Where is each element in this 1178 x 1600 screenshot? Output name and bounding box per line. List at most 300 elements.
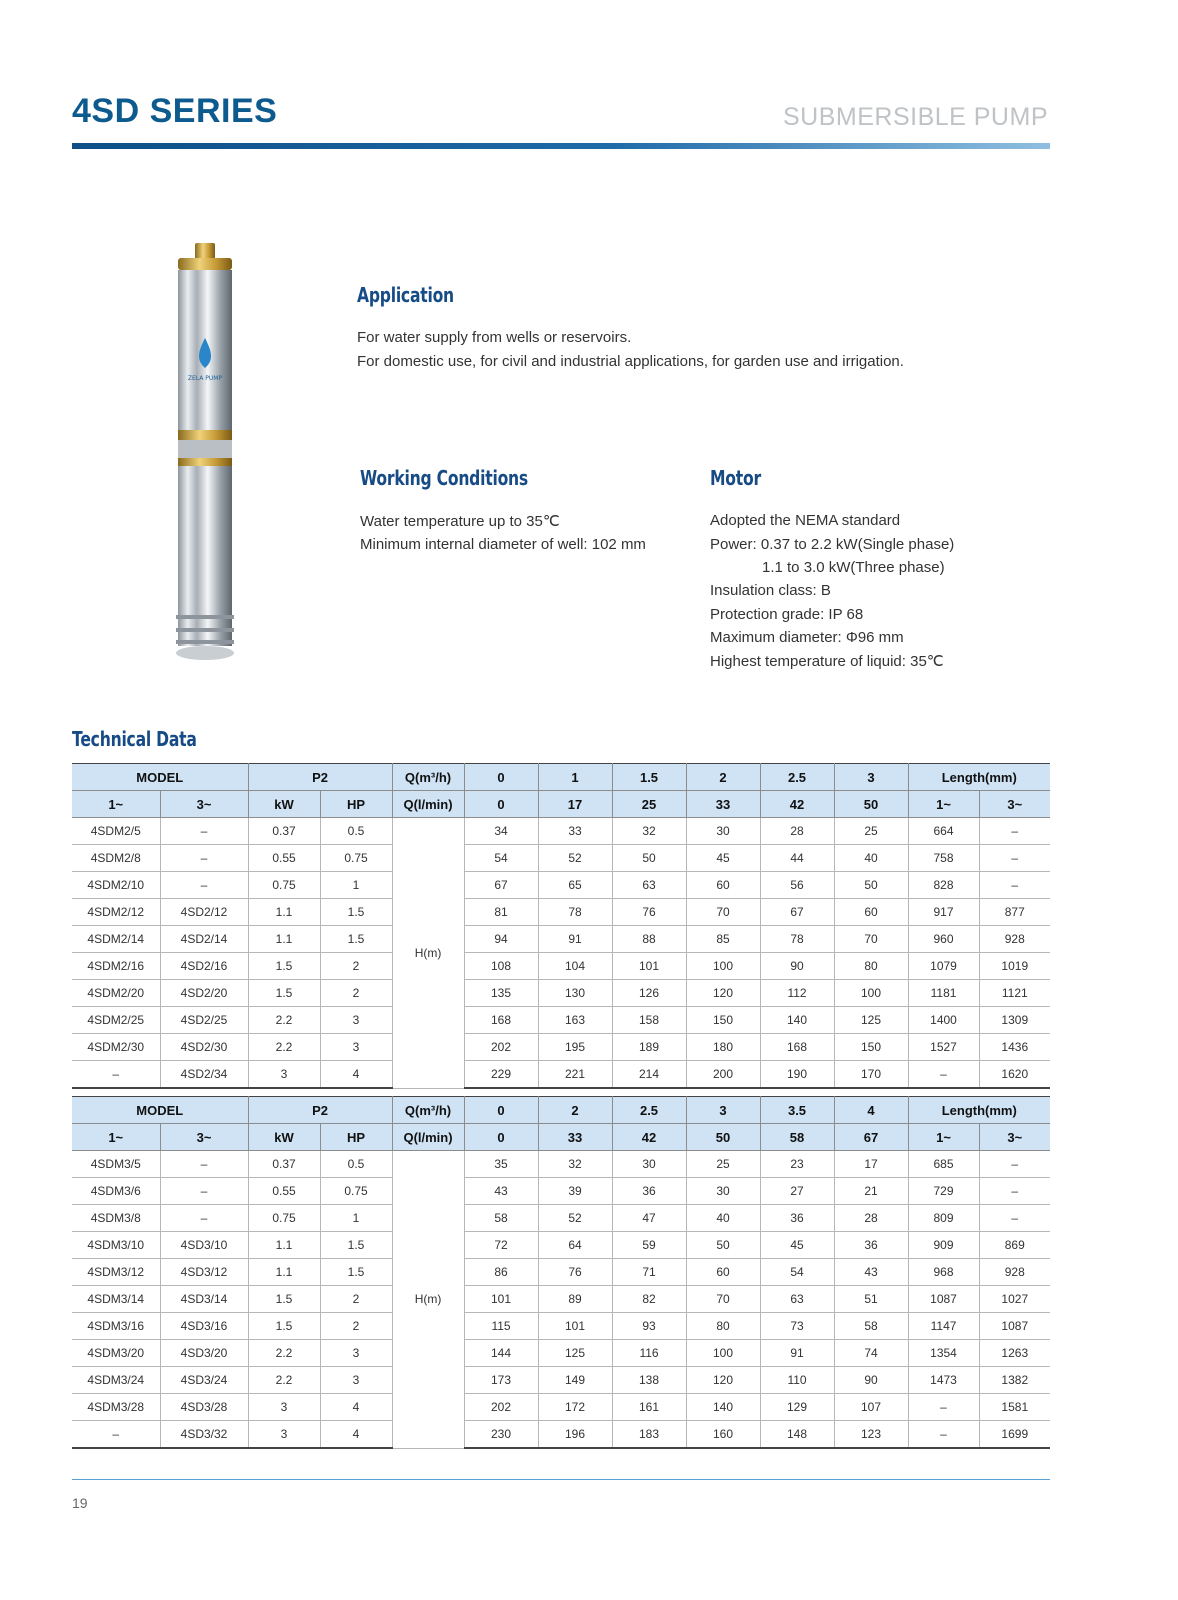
column-header: Q(l/min) [392,1124,464,1151]
working-conditions-heading: Working Conditions [360,466,528,490]
table-cell: 110 [760,1367,834,1394]
table-cell: 54 [760,1259,834,1286]
table-cell: 1354 [908,1340,979,1367]
table-cell: 64 [538,1232,612,1259]
table-cell: 70 [686,1286,760,1313]
table-cell: 43 [834,1259,908,1286]
table-cell: 4SDM3/24 [72,1367,160,1394]
column-header: kW [248,791,320,818]
application-line: For water supply from wells or reservoirs. [357,329,632,346]
column-header: 1~ [72,1124,160,1151]
table-cell: 74 [834,1340,908,1367]
table-cell: 4SD2/20 [160,980,248,1007]
column-header: 3~ [979,791,1050,818]
table-cell: 4SDM2/30 [72,1034,160,1061]
table-cell: – [72,1421,160,1449]
table-cell: 94 [464,926,538,953]
table-row [72,1232,1050,1259]
table-cell: 27 [760,1178,834,1205]
table-cell: 2.2 [248,1034,320,1061]
column-header: 50 [686,1124,760,1151]
table-cell: 230 [464,1421,538,1449]
table-cell: 4SDM3/5 [72,1151,160,1178]
table-cell: 4SD2/12 [160,899,248,926]
table-cell: 25 [686,1151,760,1178]
table-cell: 4SD2/34 [160,1061,248,1089]
table-cell: 54 [464,845,538,872]
motor-heading: Motor [710,466,761,490]
table-cell: 180 [686,1034,760,1061]
table-cell: 1.5 [248,1286,320,1313]
column-header: Q(m³/h) [392,764,464,791]
table-cell: 126 [612,980,686,1007]
table-cell: 129 [760,1394,834,1421]
technical-data-heading: Technical Data [72,727,197,751]
table-cell: 91 [760,1340,834,1367]
table-cell: 869 [979,1232,1050,1259]
technical-table-3 [72,1096,1050,1449]
table-cell: 101 [464,1286,538,1313]
table-cell: 140 [760,1007,834,1034]
table-cell: 4SD2/16 [160,953,248,980]
table-cell: 1079 [908,953,979,980]
table-cell: – [908,1394,979,1421]
table-cell: 67 [760,899,834,926]
table-cell: 107 [834,1394,908,1421]
table-cell: 51 [834,1286,908,1313]
table-cell: 1.5 [320,1259,392,1286]
table-cell: 0.5 [320,1151,392,1178]
table-cell: 0.75 [320,1178,392,1205]
table-cell: 758 [908,845,979,872]
working-conditions-line: Minimum internal diameter of well: 102 mm [360,536,646,553]
table-row [72,1340,1050,1367]
table-row [72,1178,1050,1205]
table-cell: 21 [834,1178,908,1205]
table-cell: 50 [686,1232,760,1259]
table-cell: 4SDM2/20 [72,980,160,1007]
table-row [72,1034,1050,1061]
table-cell: 2.2 [248,1340,320,1367]
table-cell: 190 [760,1061,834,1089]
table-cell: 28 [760,818,834,845]
table-cell: 78 [760,926,834,953]
table-cell: 172 [538,1394,612,1421]
table-cell: 3 [248,1394,320,1421]
table-cell: 183 [612,1421,686,1449]
header-rule [72,143,1050,149]
table-cell: 1.1 [248,899,320,926]
table-cell: 40 [686,1205,760,1232]
table-cell: 685 [908,1151,979,1178]
table-cell: 968 [908,1259,979,1286]
table-cell: – [979,1151,1050,1178]
column-header: 33 [538,1124,612,1151]
table-cell: 4SD2/25 [160,1007,248,1034]
table-cell: 81 [464,899,538,926]
table-cell: 4SDM3/16 [72,1313,160,1340]
table-cell: 4SDM2/8 [72,845,160,872]
motor-line: 1.1 to 3.0 kW(Three phase) [762,559,945,576]
column-header: 1~ [72,791,160,818]
column-header: 67 [834,1124,908,1151]
column-header: 0 [464,764,538,791]
table-cell: 58 [464,1205,538,1232]
table-cell: 148 [760,1421,834,1449]
table-cell: 33 [538,818,612,845]
column-header: 2.5 [612,1097,686,1124]
table-cell: 70 [834,926,908,953]
table-cell: 0.55 [248,845,320,872]
table-cell: 60 [834,899,908,926]
table-cell: 90 [760,953,834,980]
column-header: 25 [612,791,686,818]
table-cell: – [979,845,1050,872]
column-header: HP [320,1124,392,1151]
table-cell: 4SD3/28 [160,1394,248,1421]
column-header: 3~ [160,1124,248,1151]
table-cell: 4 [320,1421,392,1449]
table-cell: – [979,818,1050,845]
table-cell: 4SD3/10 [160,1232,248,1259]
table-cell: – [160,1151,248,1178]
table-cell: 1.5 [248,980,320,1007]
motor-line: Highest temperature of liquid: 35℃ [710,653,944,670]
table-cell: – [72,1061,160,1089]
table-row [72,872,1050,899]
table-cell: 1382 [979,1367,1050,1394]
column-header: 1 [538,764,612,791]
table-cell: 4 [320,1394,392,1421]
table-row [72,1205,1050,1232]
column-header: 42 [612,1124,686,1151]
table-cell: 0.37 [248,818,320,845]
table-cell: 76 [538,1259,612,1286]
table-cell: 138 [612,1367,686,1394]
column-header: P2 [248,1097,392,1124]
table-row [72,1394,1050,1421]
table-cell: 877 [979,899,1050,926]
table-cell: 4SDM2/10 [72,872,160,899]
table-cell: 1.5 [320,899,392,926]
table-cell: 58 [834,1313,908,1340]
table-cell: 928 [979,926,1050,953]
table-cell: 4SDM2/12 [72,899,160,926]
table-cell: 50 [834,872,908,899]
table-header-row [72,1124,1050,1151]
table-cell: 1 [320,872,392,899]
table-cell: 4SDM3/8 [72,1205,160,1232]
table-row [72,953,1050,980]
table-cell: 4SDM2/5 [72,818,160,845]
column-header: Q(m³/h) [392,1097,464,1124]
table-cell: 4SDM3/10 [72,1232,160,1259]
table-row [72,926,1050,953]
table-cell: 1.5 [248,953,320,980]
column-header: 58 [760,1124,834,1151]
table-cell: 3 [248,1421,320,1449]
table-cell: 80 [686,1313,760,1340]
table-cell: 202 [464,1394,538,1421]
table-cell: 56 [760,872,834,899]
table-cell: 73 [760,1313,834,1340]
table-cell: 3 [320,1367,392,1394]
table-row [72,845,1050,872]
table-cell: – [160,1178,248,1205]
table-cell: 78 [538,899,612,926]
technical-table-2 [72,763,1050,1089]
table-cell: – [160,1205,248,1232]
column-header: 1.5 [612,764,686,791]
column-header: 0 [464,1097,538,1124]
working-conditions-line: Water temperature up to 35℃ [360,513,560,530]
table-cell: 23 [760,1151,834,1178]
table-cell: 1.5 [320,1232,392,1259]
table-cell: 120 [686,980,760,1007]
table-row [72,1286,1050,1313]
table-cell: 189 [612,1034,686,1061]
column-header: Q(l/min) [392,791,464,818]
table-cell: 35 [464,1151,538,1178]
table-cell: 1581 [979,1394,1050,1421]
table-cell: 4SD2/30 [160,1034,248,1061]
column-header: 33 [686,791,760,818]
table-cell: 195 [538,1034,612,1061]
table-cell: 1147 [908,1313,979,1340]
table-cell: 104 [538,953,612,980]
table-cell: 3 [320,1340,392,1367]
table-header-row [72,791,1050,818]
table-row [72,818,1050,845]
table-row [72,1313,1050,1340]
column-header: HP [320,791,392,818]
table-cell: 1 [320,1205,392,1232]
table-cell: 917 [908,899,979,926]
column-header: 2 [538,1097,612,1124]
motor-line: Insulation class: B [710,582,831,599]
table-cell: 80 [834,953,908,980]
table-cell: 161 [612,1394,686,1421]
table-row [72,980,1050,1007]
table-cell: 90 [834,1367,908,1394]
table-cell: 59 [612,1232,686,1259]
table-cell: 140 [686,1394,760,1421]
table-cell: 0.75 [320,845,392,872]
table-cell: – [979,872,1050,899]
table-cell: 1309 [979,1007,1050,1034]
table-cell: 1620 [979,1061,1050,1089]
table-cell: 70 [686,899,760,926]
table-cell: 36 [612,1178,686,1205]
table-cell: 36 [834,1232,908,1259]
table-cell: 1699 [979,1421,1050,1449]
table-cell: 125 [834,1007,908,1034]
column-header: 17 [538,791,612,818]
table-cell: 28 [834,1205,908,1232]
table-cell: – [160,845,248,872]
table-cell: 3 [320,1007,392,1034]
table-cell: 93 [612,1313,686,1340]
table-cell: 36 [760,1205,834,1232]
table-header-row [72,1097,1050,1124]
table-cell: 52 [538,845,612,872]
table-cell: 115 [464,1313,538,1340]
table-cell: 76 [612,899,686,926]
table-cell: 168 [464,1007,538,1034]
table-cell: 100 [686,1340,760,1367]
table-cell: 4SDM2/25 [72,1007,160,1034]
head-label-cell: H(m) [392,1151,464,1449]
table-cell: 67 [464,872,538,899]
table-row [72,1259,1050,1286]
table-cell: 0.37 [248,1151,320,1178]
column-header: 1~ [908,1124,979,1151]
column-header: Length(mm) [908,764,1050,791]
table-cell: 85 [686,926,760,953]
table-cell: 828 [908,872,979,899]
pump-image [170,240,240,670]
table-cell: 63 [760,1286,834,1313]
table-cell: 202 [464,1034,538,1061]
table-cell: 1.1 [248,926,320,953]
table-cell: 214 [612,1061,686,1089]
table-cell: 163 [538,1007,612,1034]
table-cell: 3 [248,1061,320,1089]
column-header: 3 [686,1097,760,1124]
table-cell: – [160,818,248,845]
table-cell: 0.5 [320,818,392,845]
table-cell: 43 [464,1178,538,1205]
table-cell: 32 [538,1151,612,1178]
table-cell: 200 [686,1061,760,1089]
table-cell: 71 [612,1259,686,1286]
table-cell: 221 [538,1061,612,1089]
table-cell: 4SDM3/14 [72,1286,160,1313]
table-cell: 1087 [908,1286,979,1313]
table-cell: 1.5 [320,926,392,953]
table-cell: 928 [979,1259,1050,1286]
page-number: 19 [72,1495,88,1511]
motor-line: Maximum diameter: Φ96 mm [710,629,904,646]
table-cell: 25 [834,818,908,845]
table-cell: 17 [834,1151,908,1178]
table-cell: 3 [320,1034,392,1061]
table-cell: 1473 [908,1367,979,1394]
column-header: MODEL [72,1097,248,1124]
table-cell: 101 [538,1313,612,1340]
table-cell: 4SDM3/28 [72,1394,160,1421]
table-cell: 44 [760,845,834,872]
motor-line: Power: 0.37 to 2.2 kW(Single phase) [710,536,955,553]
table-cell: 729 [908,1178,979,1205]
column-header: 3~ [979,1124,1050,1151]
column-header: 1~ [908,791,979,818]
table-cell: 4SDM3/12 [72,1259,160,1286]
table-cell: 1400 [908,1007,979,1034]
table-cell: 2 [320,980,392,1007]
table-cell: 123 [834,1421,908,1449]
column-header: 3 [834,764,908,791]
column-header: 4 [834,1097,908,1124]
column-header: 0 [464,1124,538,1151]
head-label-cell: H(m) [392,818,464,1089]
table-cell: 909 [908,1232,979,1259]
table-cell: 4 [320,1061,392,1089]
table-cell: 50 [612,845,686,872]
table-cell: 32 [612,818,686,845]
column-header: kW [248,1124,320,1151]
table-cell: 100 [686,953,760,980]
table-cell: – [979,1178,1050,1205]
table-cell: 4SD3/12 [160,1259,248,1286]
table-cell: 91 [538,926,612,953]
table-cell: 1181 [908,980,979,1007]
application-heading: Application [357,283,454,307]
table-cell: 82 [612,1286,686,1313]
motor-line: Protection grade: IP 68 [710,606,864,623]
table-cell: – [908,1421,979,1449]
table-cell: 65 [538,872,612,899]
column-header: Length(mm) [908,1097,1050,1124]
column-header: 2.5 [760,764,834,791]
table-cell: 39 [538,1178,612,1205]
table-cell: 149 [538,1367,612,1394]
table-cell: 116 [612,1340,686,1367]
column-header: 42 [760,791,834,818]
column-header: 0 [464,791,538,818]
table-cell: 45 [686,845,760,872]
table-row [72,1151,1050,1178]
table-cell: 86 [464,1259,538,1286]
table-cell: 1027 [979,1286,1050,1313]
table-row [72,1421,1050,1449]
table-cell: 1121 [979,980,1050,1007]
table-cell: 158 [612,1007,686,1034]
table-cell: 108 [464,953,538,980]
table-row [72,899,1050,926]
table-cell: 4SD3/20 [160,1340,248,1367]
table-cell: 2 [320,953,392,980]
table-cell: – [908,1061,979,1089]
motor-line: Adopted the NEMA standard [710,512,901,529]
column-header: 2 [686,764,760,791]
table-cell: 72 [464,1232,538,1259]
page-subtitle: SUBMERSIBLE PUMP [782,103,1048,131]
table-cell: 135 [464,980,538,1007]
table-cell: 1.1 [248,1232,320,1259]
table-cell: 100 [834,980,908,1007]
table-cell: 160 [686,1421,760,1449]
brand-logo-text: ZELA PUMP [187,375,223,382]
page-title: 4SD SERIES [72,92,278,130]
table-cell: 150 [834,1034,908,1061]
table-row [72,1007,1050,1034]
table-cell: – [979,1205,1050,1232]
table-cell: 30 [686,1178,760,1205]
table-cell: 2 [320,1313,392,1340]
table-cell: 47 [612,1205,686,1232]
table-cell: 1527 [908,1034,979,1061]
column-header: 50 [834,791,908,818]
table-cell: 34 [464,818,538,845]
table-cell: 168 [760,1034,834,1061]
table-cell: 4SDM2/16 [72,953,160,980]
table-cell: 0.75 [248,1205,320,1232]
table-cell: 664 [908,818,979,845]
table-cell: 196 [538,1421,612,1449]
table-cell: 809 [908,1205,979,1232]
table-cell: 4SD3/14 [160,1286,248,1313]
